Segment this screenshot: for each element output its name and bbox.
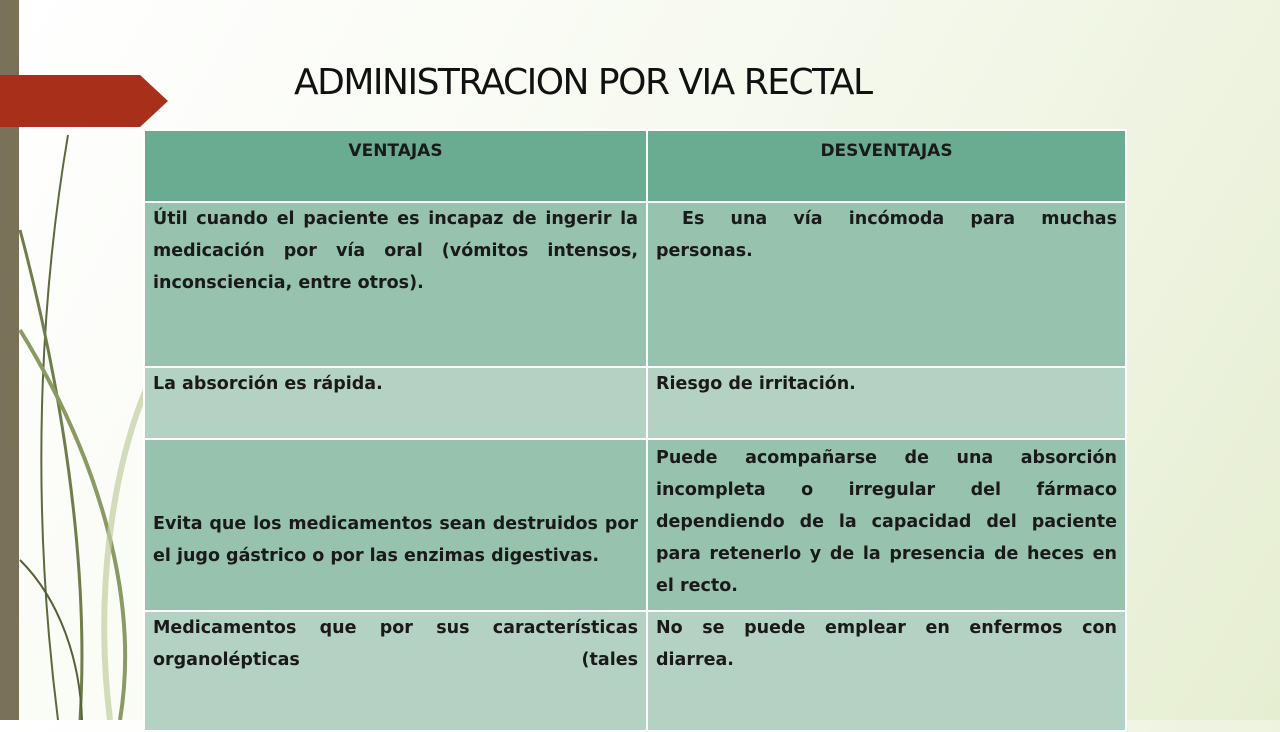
header-desventajas: DESVENTAJAS bbox=[647, 130, 1126, 202]
comparison-table bbox=[143, 129, 1127, 732]
desventaja-cell: Riesgo de irritación. bbox=[647, 367, 1126, 439]
table-header-row bbox=[144, 130, 1126, 202]
ventaja-cell: Útil cuando el paciente es incapaz de ingerir la medicación por vía oral (vómitos intensos, inconsciencia, entre otros). bbox=[144, 202, 647, 367]
desventaja-cell: Puede acompañarse de una absorción incompleta o irregular del fármaco dependiendo de la capacidad del paciente para retenerlo y de la presencia de heces en el recto. bbox=[647, 439, 1126, 611]
ventaja-cell: La absorción es rápida. bbox=[144, 367, 647, 439]
desventaja-cell: Es una vía incómoda para muchas personas. bbox=[647, 202, 1126, 367]
title-accent-arrow bbox=[0, 75, 168, 127]
table-row bbox=[144, 611, 1126, 731]
table-row bbox=[144, 202, 1126, 367]
slide-title: ADMINISTRACION POR VIA RECTAL bbox=[294, 62, 872, 103]
table-row bbox=[144, 439, 1126, 611]
desventaja-cell: No se puede emplear en enfermos con diarrea. bbox=[647, 611, 1126, 731]
ventaja-cell: Evita que los medicamentos sean destruidos por el jugo gástrico o por las enzimas digestivas. bbox=[144, 439, 647, 611]
table-row bbox=[144, 367, 1126, 439]
header-ventajas: VENTAJAS bbox=[144, 130, 647, 202]
ventaja-cell: Medicamentos que por sus características organolépticas (tales bbox=[144, 611, 647, 731]
